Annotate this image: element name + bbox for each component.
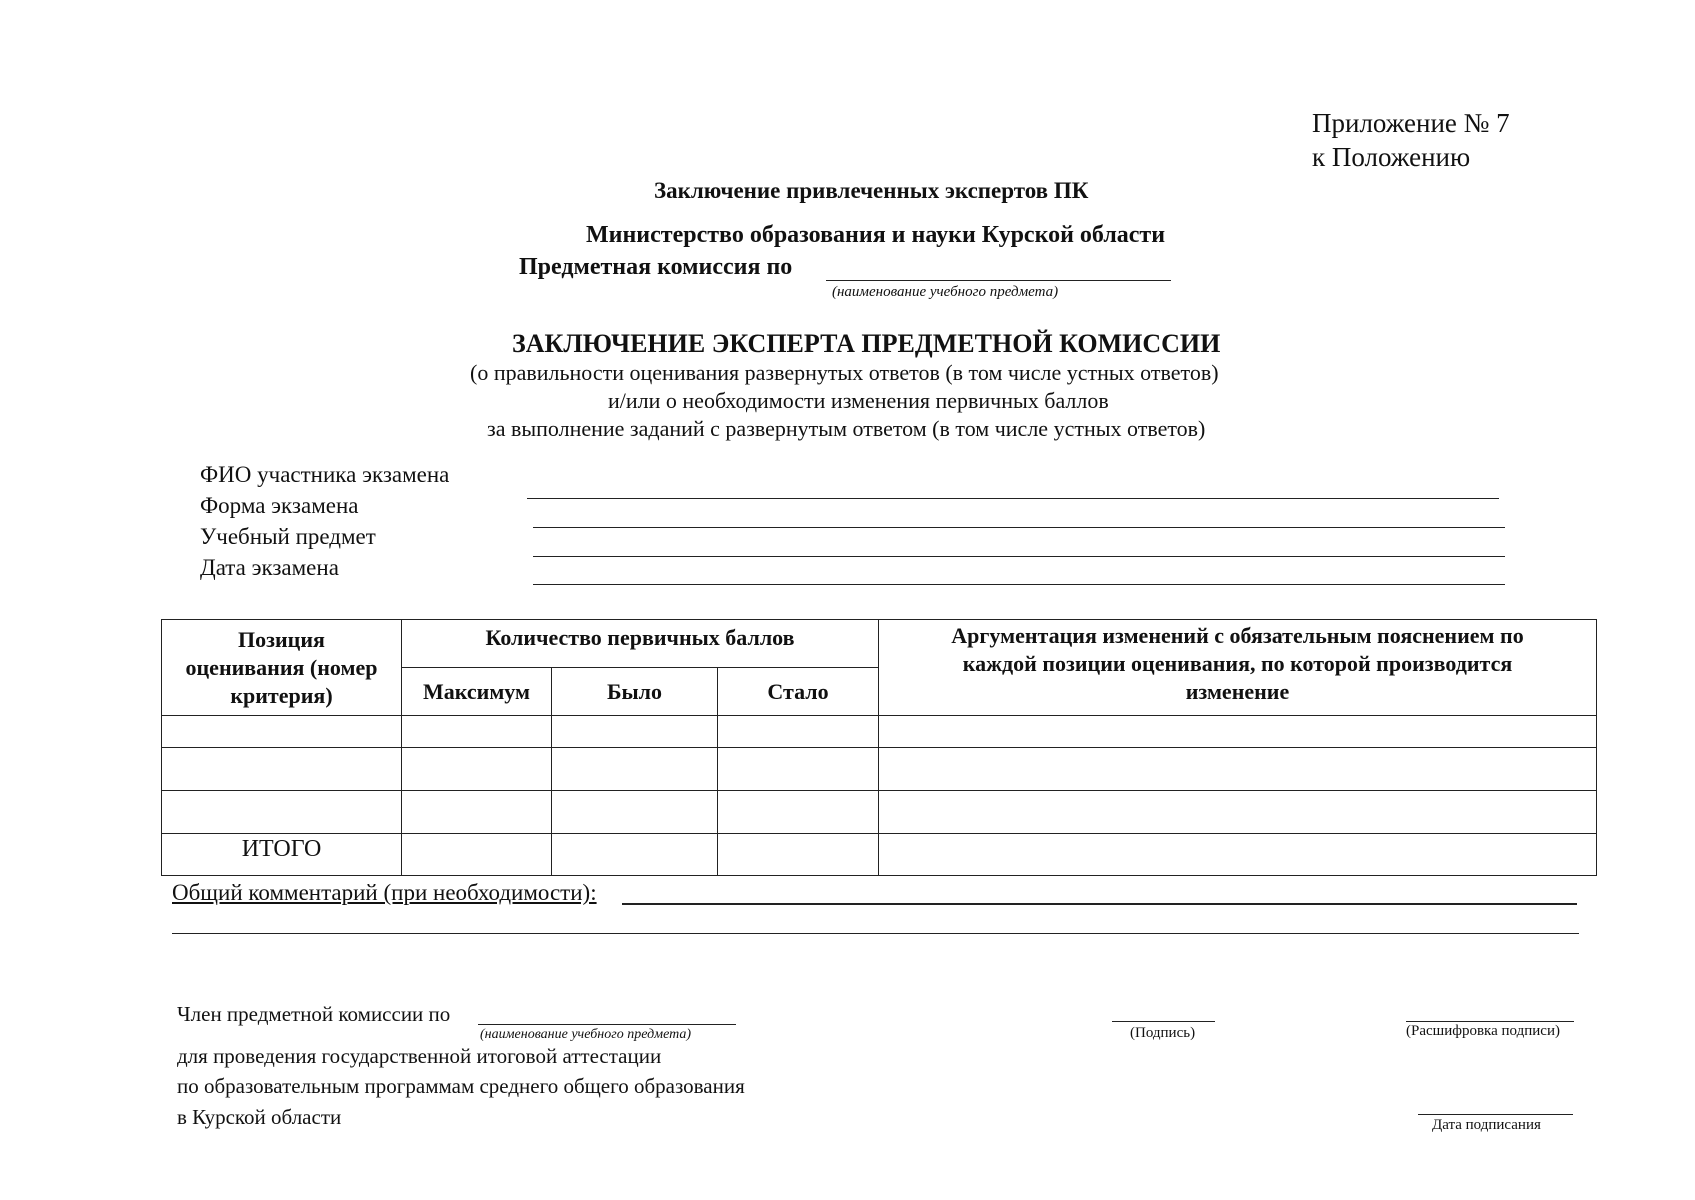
total-argument[interactable]	[879, 834, 1597, 876]
comment-field-line-1[interactable]	[622, 903, 1577, 905]
exam-form-label: Форма экзамена	[200, 493, 359, 518]
signature-line-2: для проведения государственной итоговой аттестации	[177, 1044, 662, 1068]
signature-hint: (Подпись)	[1130, 1025, 1196, 1041]
ministry-name: Министерство образования и науки Курской области	[586, 222, 1166, 248]
scores-table	[161, 619, 1597, 876]
header-became: Стало	[718, 668, 879, 716]
header-position: Позиция оценивания (номер критерия)	[162, 620, 402, 716]
cell-argument[interactable]	[879, 716, 1597, 748]
cell-was[interactable]	[552, 748, 718, 791]
header-argumentation: Аргументация изменений с обязательным пояснением по каждой позиции оценивания, по которой производится изменение	[879, 620, 1597, 716]
conclusion-subtitle-1: (о правильности оценивания развернутых ответов (в том числе устных ответов)	[470, 360, 1219, 385]
conclusion-subtitle-2: и/или о необходимости изменения первичных баллов	[608, 388, 1109, 413]
table-row	[162, 716, 1597, 748]
total-max[interactable]	[402, 834, 552, 876]
cell-position[interactable]	[162, 748, 402, 791]
commission-prefix: Предметная комиссия по	[519, 254, 793, 280]
member-prefix: Член предметной комиссии по	[177, 1002, 451, 1026]
signature-decode-field[interactable]	[1406, 1021, 1574, 1022]
signing-date-field[interactable]	[1418, 1114, 1573, 1115]
table-row	[162, 748, 1597, 791]
exam-date-label: Дата экзамена	[200, 555, 339, 580]
commission-subject-line[interactable]	[826, 280, 1171, 281]
cell-max[interactable]	[402, 791, 552, 834]
cell-became[interactable]	[718, 791, 879, 834]
signature-field[interactable]	[1112, 1021, 1215, 1022]
participant-name-field[interactable]	[527, 498, 1499, 499]
total-label: ИТОГО	[162, 834, 402, 876]
member-subject-line[interactable]	[478, 1024, 736, 1025]
commission-subject-hint: (наименование учебного предмета)	[832, 284, 1059, 300]
cell-position[interactable]	[162, 716, 402, 748]
cell-position[interactable]	[162, 791, 402, 834]
cell-became[interactable]	[718, 716, 879, 748]
participant-name-label: ФИО участника экзамена	[200, 462, 450, 487]
signature-line-3: по образовательным программам среднего общего образования	[177, 1074, 745, 1098]
cell-argument[interactable]	[879, 748, 1597, 791]
cell-max[interactable]	[402, 716, 552, 748]
member-subject-hint: (наименование учебного предмета)	[480, 1027, 692, 1042]
signing-date-hint: Дата подписания	[1432, 1117, 1541, 1133]
appendix-reference: к Положению	[1312, 142, 1471, 172]
total-row	[162, 834, 1597, 876]
conclusion-subtitle-3: за выполнение заданий с развернутым ответом (в том числе устных ответов)	[487, 416, 1206, 441]
subject-field[interactable]	[533, 556, 1505, 557]
signature-decode-hint: (Расшифровка подписи)	[1406, 1023, 1560, 1039]
total-was[interactable]	[552, 834, 718, 876]
header-primary-scores: Количество первичных баллов	[402, 620, 879, 668]
subject-label: Учебный предмет	[200, 524, 376, 549]
cell-argument[interactable]	[879, 791, 1597, 834]
signature-line-4: в Курской области	[177, 1105, 342, 1129]
cell-max[interactable]	[402, 748, 552, 791]
header-was: Было	[552, 668, 718, 716]
header-max: Максимум	[402, 668, 552, 716]
cell-was[interactable]	[552, 716, 718, 748]
document-title: Заключение привлеченных экспертов ПК	[654, 178, 1089, 203]
appendix-number: Приложение № 7	[1312, 108, 1510, 138]
cell-became[interactable]	[718, 748, 879, 791]
table-row	[162, 791, 1597, 834]
total-became[interactable]	[718, 834, 879, 876]
conclusion-title: ЗАКЛЮЧЕНИЕ ЭКСПЕРТА ПРЕДМЕТНОЙ КОМИССИИ	[512, 329, 1221, 358]
exam-date-field[interactable]	[533, 584, 1505, 585]
comment-label: Общий комментарий (при необходимости):	[172, 880, 597, 905]
cell-was[interactable]	[552, 791, 718, 834]
exam-form-field[interactable]	[533, 527, 1505, 528]
comment-field-line-2[interactable]	[172, 933, 1579, 934]
